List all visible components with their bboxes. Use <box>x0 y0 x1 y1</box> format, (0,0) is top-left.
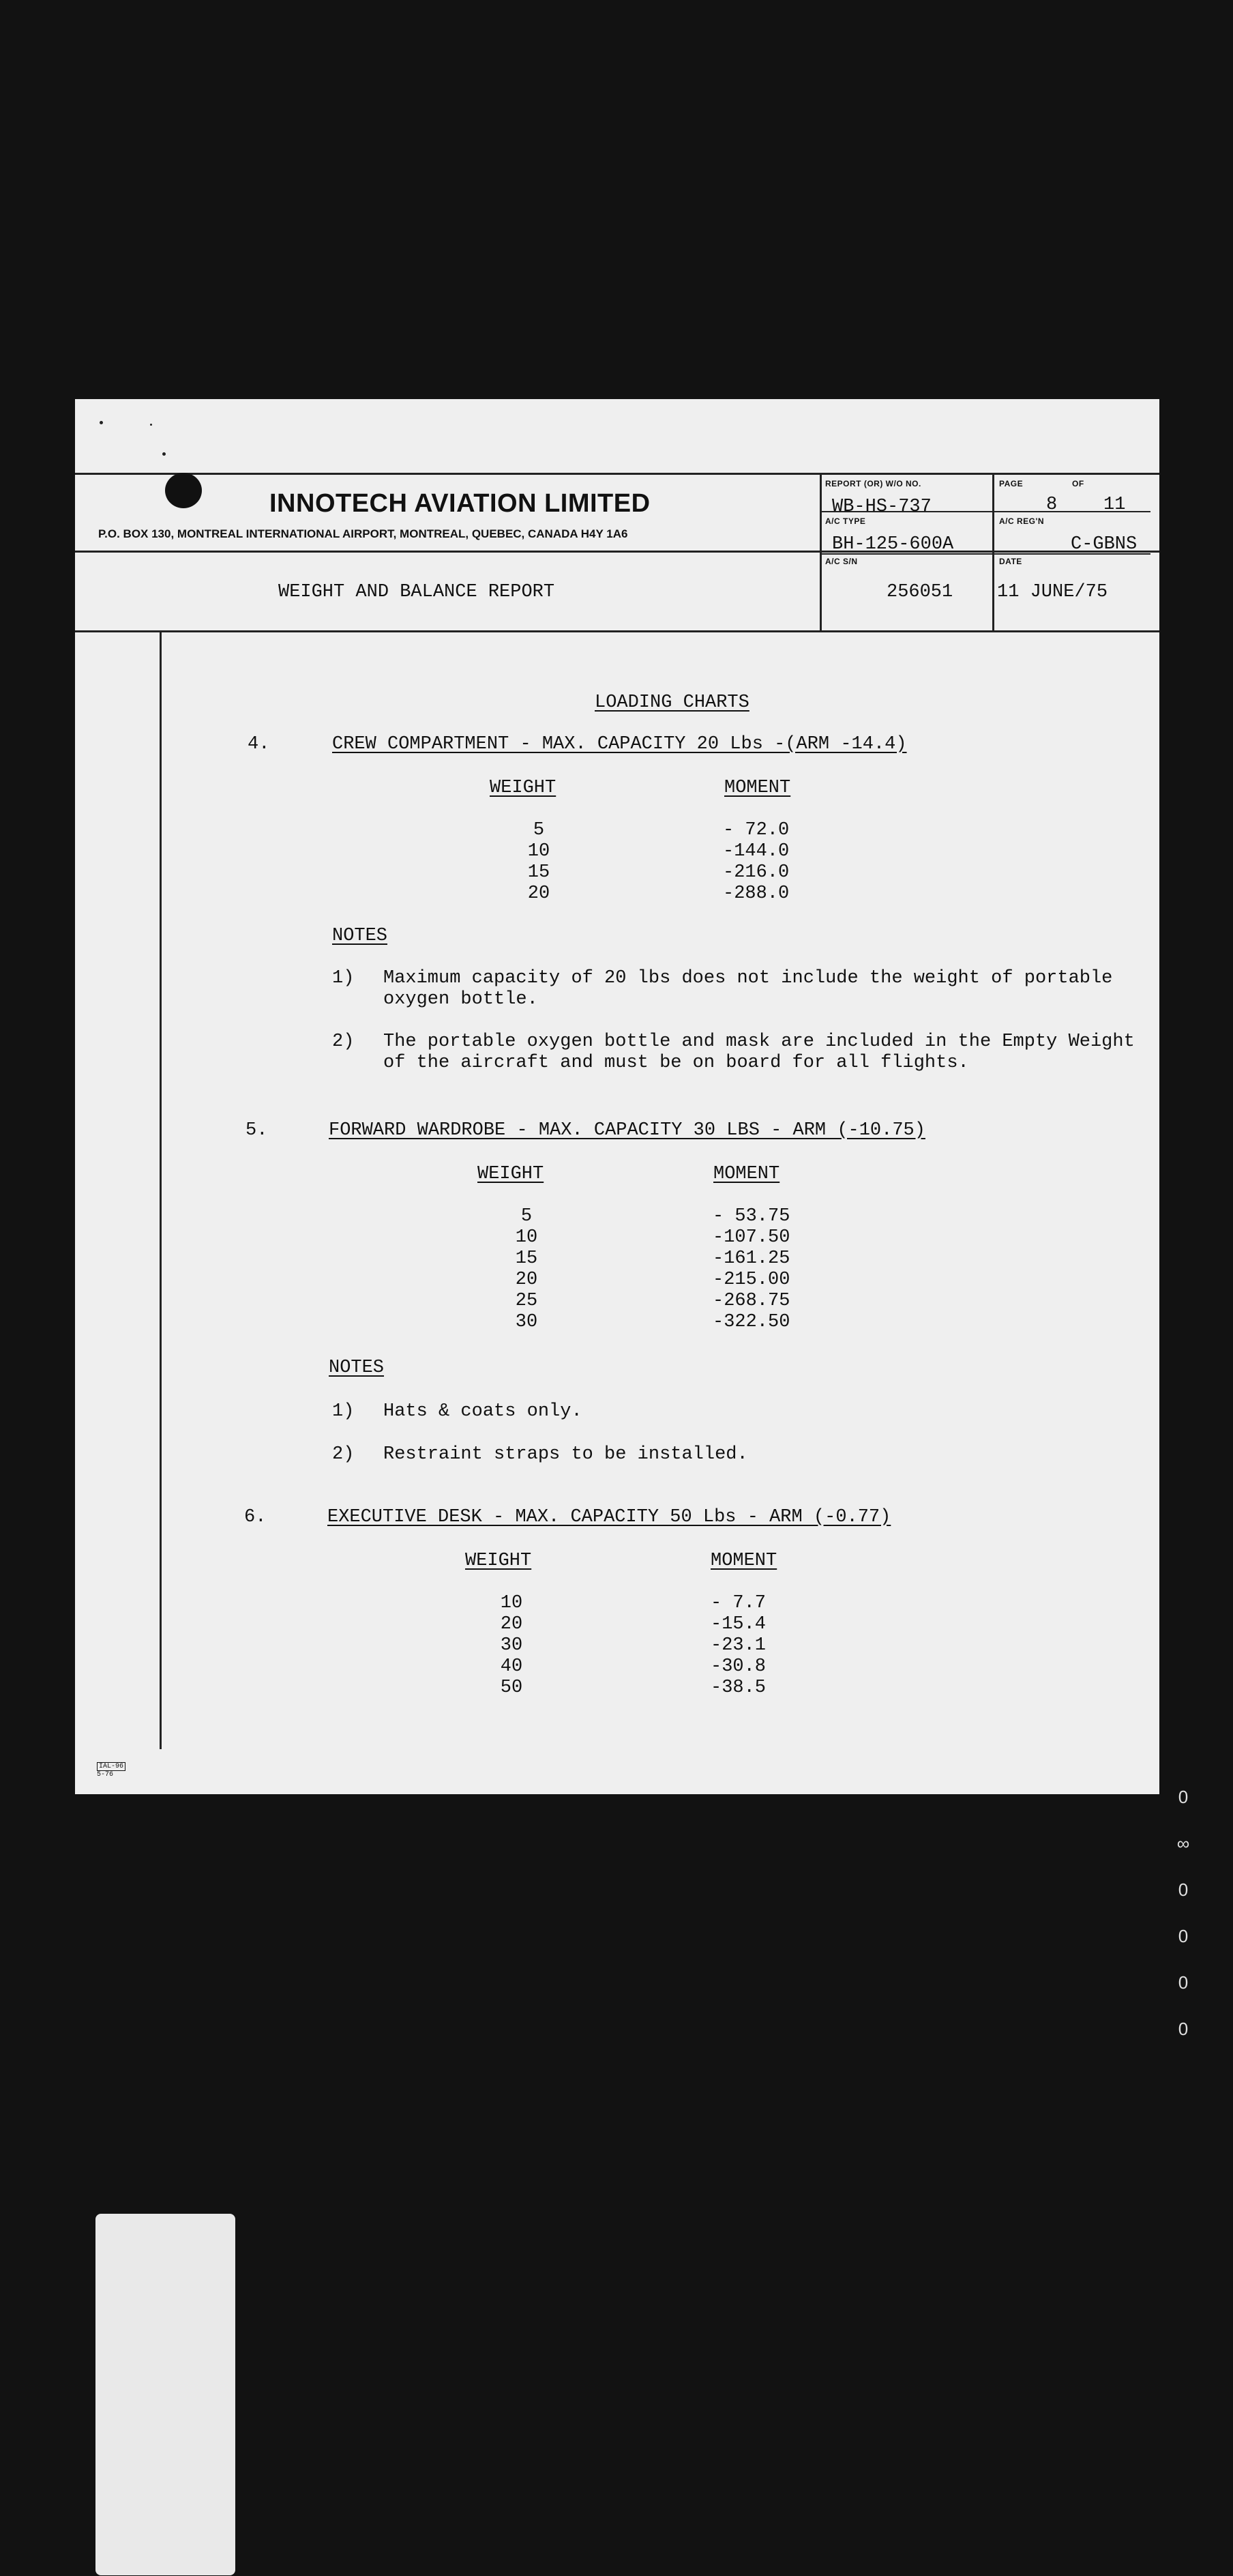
note-number: 2) <box>332 1444 355 1465</box>
weight-cell: 15 <box>527 862 550 883</box>
report-title: WEIGHT AND BALANCE REPORT <box>278 582 555 602</box>
speck <box>150 424 152 426</box>
company-logo <box>165 473 202 508</box>
moment-cell: -30.8 <box>711 1656 767 1677</box>
moment-cell: -216.0 <box>723 862 790 883</box>
note-number: 2) <box>332 1031 355 1052</box>
edge-mark: 0 <box>1178 2019 1189 2039</box>
report-number-value: WB-HS-737 <box>832 497 932 517</box>
weight-column-header: WEIGHT <box>465 1551 532 1571</box>
company-name: INNOTECH AVIATION LIMITED <box>269 489 651 518</box>
header-top-rule <box>75 473 1159 475</box>
weight-cell: 10 <box>527 841 550 862</box>
section-number: 5. <box>246 1120 268 1141</box>
edge-mark: 0 <box>1178 1926 1189 1946</box>
edge-mark: 0 <box>1178 1787 1189 1807</box>
weight-cell: 20 <box>515 1270 538 1290</box>
speck <box>162 452 166 456</box>
moment-cell: -107.50 <box>713 1227 790 1248</box>
weight-cell: 5 <box>533 820 545 840</box>
weight-column-header: WEIGHT <box>490 778 556 798</box>
weight-cell: 20 <box>527 883 550 904</box>
moment-cell: -322.50 <box>713 1312 790 1332</box>
moment-column-header: MOMENT <box>711 1551 777 1571</box>
film-edge-marks <box>1170 1774 1197 2052</box>
moment-cell: -144.0 <box>723 841 790 862</box>
form-code-number: IAL-96 <box>97 1762 125 1771</box>
form-code-date: 5-76 <box>97 1771 114 1779</box>
weight-cell: 20 <box>500 1614 523 1635</box>
weight-cell: 5 <box>520 1206 533 1227</box>
weight-cell: 25 <box>515 1291 538 1311</box>
section-number: 4. <box>248 734 270 755</box>
aircraft-type-label: A/C TYPE <box>825 516 866 526</box>
loading-charts-heading: LOADING CHARTS <box>595 692 749 713</box>
section-title: FORWARD WARDROBE - MAX. CAPACITY 30 LBS - ARM (-10.75) <box>329 1120 925 1141</box>
edge-mark: 0 <box>1178 1879 1189 1900</box>
edge-mark: ∞ <box>1176 1833 1190 1854</box>
aircraft-type-value: BH-125-600A <box>832 534 954 555</box>
aircraft-registration-value: C-GBNS <box>1071 534 1138 555</box>
weight-cell: 50 <box>500 1678 523 1698</box>
left-margin-rule <box>160 630 162 1749</box>
note-line: The portable oxygen bottle and mask are included in the Empty Weight <box>383 1031 1135 1052</box>
header-bottom-rule <box>75 630 1159 632</box>
page-label: PAGE <box>999 479 1024 488</box>
note-line: oxygen bottle. <box>383 989 538 1010</box>
page-number: 8 <box>1046 495 1058 515</box>
form-code <box>97 1762 125 1779</box>
header-divider-left <box>820 473 822 630</box>
speck <box>100 421 103 424</box>
note-line: of the aircraft and must be on board for all flights. <box>383 1053 969 1073</box>
header-divider-right <box>992 473 994 630</box>
moment-column-header: MOMENT <box>713 1164 780 1184</box>
note-line: Restraint straps to be installed. <box>383 1444 748 1465</box>
section-number: 6. <box>244 1507 267 1527</box>
aircraft-registration-label: A/C REG'N <box>999 516 1045 526</box>
edge-mark: 0 <box>1178 1972 1189 1993</box>
moment-column-header: MOMENT <box>724 778 791 798</box>
page-of-label: OF <box>1072 479 1084 488</box>
moment-cell: -215.00 <box>713 1270 790 1290</box>
date-label: DATE <box>999 557 1022 566</box>
section-title: EXECUTIVE DESK - MAX. CAPACITY 50 Lbs - ARM (-0.77) <box>327 1507 891 1527</box>
weight-column-header: WEIGHT <box>477 1164 544 1184</box>
weight-cell: 10 <box>500 1593 523 1613</box>
page-total: 11 <box>1103 495 1126 515</box>
moment-cell: - 7.7 <box>711 1593 767 1613</box>
report-number-label: REPORT (OR) W/O NO. <box>825 479 921 488</box>
note-number: 1) <box>332 968 355 989</box>
notes-label: NOTES <box>332 926 388 946</box>
company-address: P.O. BOX 130, MONTREAL INTERNATIONAL AIRPORT, MONTREAL, QUEBEC, CANADA H4Y 1A6 <box>98 527 628 540</box>
moment-cell: - 72.0 <box>723 820 790 840</box>
notes-label: NOTES <box>329 1358 385 1378</box>
weight-cell: 30 <box>515 1312 538 1332</box>
moment-cell: - 53.75 <box>713 1206 790 1227</box>
moment-cell: -15.4 <box>711 1614 767 1635</box>
moment-cell: -268.75 <box>713 1291 790 1311</box>
note-line: Hats & coats only. <box>383 1401 582 1422</box>
note-number: 1) <box>332 1401 355 1422</box>
moment-cell: -23.1 <box>711 1635 767 1656</box>
note-line: Maximum capacity of 20 lbs does not include the weight of portable <box>383 968 1113 989</box>
report-sheet <box>75 399 1159 1794</box>
weight-cell: 30 <box>500 1635 523 1656</box>
weight-cell: 15 <box>515 1248 538 1269</box>
aircraft-serial-value: 256051 <box>887 582 953 602</box>
section-title: CREW COMPARTMENT - MAX. CAPACITY 20 Lbs -(ARM -14.4) <box>332 734 907 755</box>
date-value: 11 JUNE/75 <box>997 582 1108 602</box>
moment-cell: -288.0 <box>723 883 790 904</box>
moment-cell: -38.5 <box>711 1678 767 1698</box>
header-middle-rule <box>75 551 1159 553</box>
weight-cell: 40 <box>500 1656 523 1677</box>
weight-cell: 10 <box>515 1227 538 1248</box>
aircraft-serial-label: A/C S/N <box>825 557 858 566</box>
film-leader-strip <box>95 2214 235 2575</box>
moment-cell: -161.25 <box>713 1248 790 1269</box>
